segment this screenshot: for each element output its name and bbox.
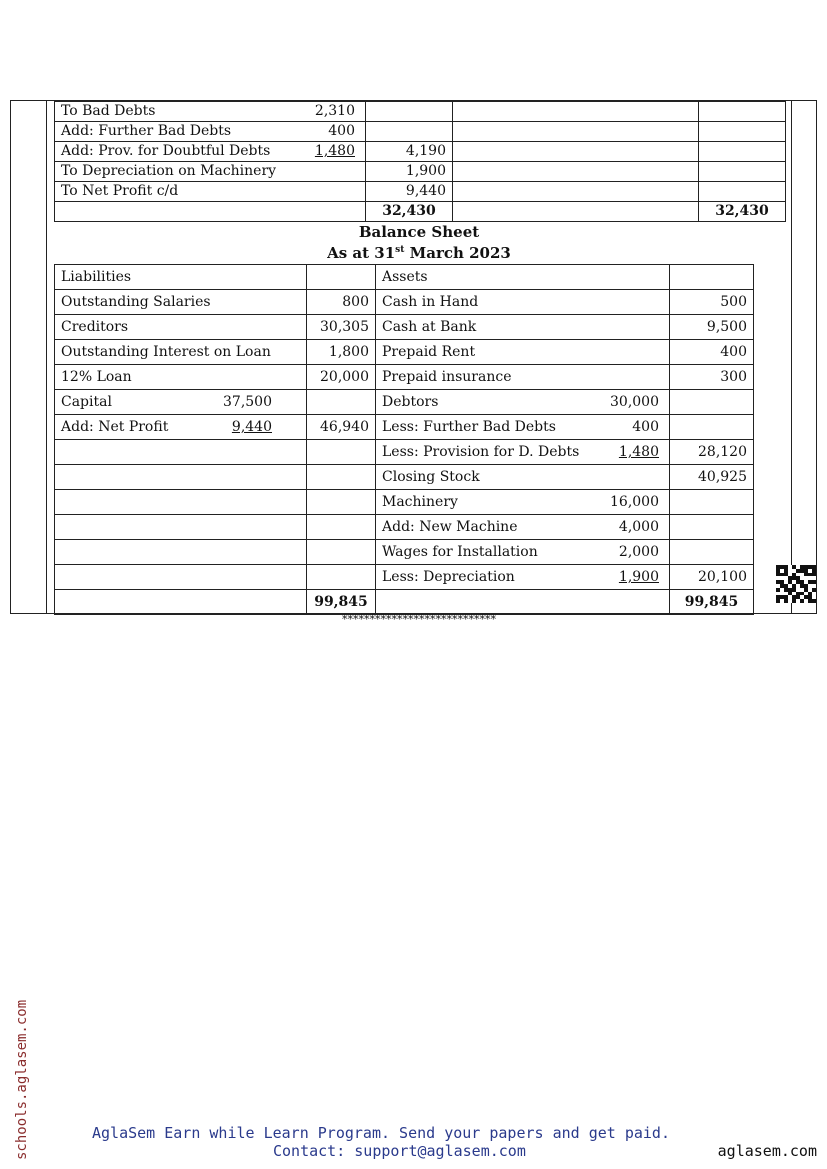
bs-total-label	[55, 590, 307, 615]
pl-amount	[366, 122, 453, 142]
liability-amount	[307, 440, 376, 465]
asset-label: Wages for Installation	[382, 544, 538, 560]
pl-row	[55, 102, 786, 122]
asset-sub-amount: 2,000	[618, 544, 659, 560]
liability-cell	[55, 440, 307, 465]
frame-inner-right-line	[791, 100, 792, 613]
bs-row	[55, 340, 754, 365]
asset-cell	[376, 340, 670, 365]
bs-row	[55, 365, 754, 390]
pl-particulars-cell	[55, 102, 366, 122]
asset-label: Add: New Machine	[382, 519, 518, 535]
bs-row	[55, 490, 754, 515]
pl-credit-particulars	[453, 102, 699, 122]
pl-credit-particulars	[453, 122, 699, 142]
liability-amount	[307, 465, 376, 490]
pl-total-spacer	[453, 202, 699, 222]
frame-right-line	[816, 100, 817, 613]
asset-sub-amount	[659, 340, 663, 364]
liability-cell	[55, 390, 307, 415]
pl-credit-particulars	[453, 182, 699, 202]
pl-total-label	[55, 202, 366, 222]
liability-cell	[55, 515, 307, 540]
profit-loss-table	[54, 101, 786, 222]
liability-cell	[55, 415, 307, 440]
pl-label: To Bad Debts	[61, 103, 156, 119]
asset-amount: 400	[670, 340, 754, 365]
asset-amount: 20,100	[670, 565, 754, 590]
frame-left-line	[10, 100, 11, 613]
bs-row	[55, 315, 754, 340]
asset-label: Prepaid Rent	[382, 344, 476, 360]
assets-amount-header	[670, 265, 754, 290]
asset-label: Cash at Bank	[382, 319, 477, 335]
pl-label: To Depreciation on Machinery	[61, 163, 277, 179]
liability-amount	[307, 490, 376, 515]
pl-sub-amount	[355, 162, 359, 181]
asset-sub-amount: 4,000	[618, 519, 659, 535]
asset-sub-amount: 1,480	[618, 444, 659, 460]
liability-amount: 20,000	[307, 365, 376, 390]
asset-cell	[376, 315, 670, 340]
bs-row	[55, 415, 754, 440]
end-marker: ****************************	[342, 613, 496, 626]
pl-particulars-cell	[55, 142, 366, 162]
asset-amount: 500	[670, 290, 754, 315]
bs-header-row	[55, 265, 754, 290]
asset-sub-amount	[659, 465, 663, 489]
liability-label: Creditors	[61, 319, 129, 335]
pl-credit-amount	[699, 162, 786, 182]
pl-total-credit: 32,430	[699, 202, 786, 222]
pl-sub-amount: 1,480	[314, 143, 355, 159]
liability-amount	[307, 540, 376, 565]
liability-cell	[55, 290, 307, 315]
bs-row	[55, 290, 754, 315]
asset-cell	[376, 415, 670, 440]
asset-amount: 40,925	[670, 465, 754, 490]
liability-cell	[55, 315, 307, 340]
pl-row	[55, 182, 786, 202]
pl-label: Add: Further Bad Debts	[61, 123, 232, 139]
assets-total: 99,845	[670, 590, 754, 615]
bs-row	[55, 440, 754, 465]
liability-cell	[55, 465, 307, 490]
asset-cell	[376, 365, 670, 390]
pl-total-row	[55, 202, 786, 222]
pl-sub-amount: 400	[328, 123, 355, 139]
pl-row	[55, 122, 786, 142]
footer-site-link[interactable]: aglasem.com	[717, 1142, 817, 1160]
asset-amount	[670, 515, 754, 540]
pl-particulars-cell	[55, 182, 366, 202]
liability-amount: 800	[307, 290, 376, 315]
asset-sub-amount	[659, 315, 663, 339]
asset-label: Prepaid insurance	[382, 369, 512, 385]
pl-label: To Net Profit c/d	[61, 183, 179, 199]
liability-amount: 1,800	[307, 340, 376, 365]
bs-row	[55, 515, 754, 540]
balance-sheet-title: Balance Sheet	[358, 223, 480, 241]
bs-row	[55, 465, 754, 490]
liability-label: Add: Net Profit	[61, 419, 169, 435]
liabilities-total: 99,845	[307, 590, 376, 615]
asset-sub-amount	[659, 365, 663, 389]
balance-sheet-table	[54, 264, 754, 615]
asset-amount: 9,500	[670, 315, 754, 340]
liability-amount	[307, 565, 376, 590]
asset-sub-amount: 400	[632, 419, 659, 435]
liability-cell	[55, 340, 307, 365]
asset-sub-amount: 16,000	[610, 494, 659, 510]
asset-cell	[376, 440, 670, 465]
asset-label: Less: Depreciation	[382, 569, 515, 585]
asset-cell	[376, 515, 670, 540]
pl-total-debit: 32,430	[366, 202, 453, 222]
frame-inner-left-line	[46, 100, 47, 613]
asset-amount	[670, 540, 754, 565]
pl-amount: 4,190	[366, 142, 453, 162]
qr-code-icon	[776, 565, 816, 603]
asset-label: Less: Provision for D. Debts	[382, 444, 580, 460]
asset-label: Closing Stock	[382, 469, 480, 485]
liability-amount: 46,940	[307, 415, 376, 440]
liability-sub-amount: 9,440	[231, 419, 272, 435]
liability-sub-amount	[272, 365, 300, 389]
asset-amount: 300	[670, 365, 754, 390]
bs-row	[55, 540, 754, 565]
liability-sub-amount	[272, 340, 300, 364]
asset-label: Debtors	[382, 394, 439, 410]
pl-particulars-cell	[55, 122, 366, 142]
asset-amount	[670, 390, 754, 415]
asset-cell	[376, 565, 670, 590]
asset-label: Machinery	[382, 494, 458, 510]
asset-cell	[376, 290, 670, 315]
asset-cell	[376, 540, 670, 565]
asset-sub-amount: 1,900	[618, 569, 659, 585]
asset-amount	[670, 415, 754, 440]
liability-label: 12% Loan	[61, 369, 132, 385]
pl-amount: 1,900	[366, 162, 453, 182]
asset-label: Cash in Hand	[382, 294, 479, 310]
liability-sub-amount: 37,500	[223, 394, 272, 410]
pl-credit-amount	[699, 102, 786, 122]
side-watermark: schools.aglasem.com	[14, 999, 30, 1160]
liability-label: Capital	[61, 394, 112, 410]
liability-label: Outstanding Interest on Loan	[61, 344, 271, 360]
pl-amount: 9,440	[366, 182, 453, 202]
pl-credit-particulars	[453, 162, 699, 182]
pl-credit-amount	[699, 142, 786, 162]
balance-sheet-date: As at 31st March 2023	[327, 244, 511, 262]
liability-label: Outstanding Salaries	[61, 294, 211, 310]
liability-cell	[55, 365, 307, 390]
bs-total-spacer	[376, 590, 670, 615]
asset-amount	[670, 490, 754, 515]
footer-program-text: AglaSem Earn while Learn Program. Send your papers and get paid.	[92, 1124, 670, 1142]
asset-sub-amount	[659, 290, 663, 314]
asset-cell	[376, 390, 670, 415]
pl-sub-amount	[355, 182, 359, 201]
pl-amount	[366, 102, 453, 122]
bs-row	[55, 565, 754, 590]
bs-row	[55, 390, 754, 415]
liability-sub-amount	[272, 315, 300, 339]
pl-row	[55, 142, 786, 162]
liability-cell	[55, 490, 307, 515]
assets-header: Assets	[376, 265, 670, 290]
liability-amount	[307, 515, 376, 540]
liabilities-amount-header	[307, 265, 376, 290]
footer-contact-text[interactable]: Contact: support@aglasem.com	[273, 1142, 526, 1160]
pl-row	[55, 162, 786, 182]
pl-label: Add: Prov. for Doubtful Debts	[61, 143, 271, 159]
asset-amount: 28,120	[670, 440, 754, 465]
asset-cell	[376, 490, 670, 515]
liability-cell	[55, 565, 307, 590]
asset-sub-amount: 30,000	[610, 394, 659, 410]
asset-label: Less: Further Bad Debts	[382, 419, 556, 435]
asset-cell	[376, 465, 670, 490]
pl-particulars-cell	[55, 162, 366, 182]
liabilities-header: Liabilities	[55, 265, 307, 290]
pl-sub-amount: 2,310	[314, 103, 355, 119]
liability-cell	[55, 540, 307, 565]
liability-sub-amount	[272, 290, 300, 314]
liability-amount: 30,305	[307, 315, 376, 340]
pl-credit-amount	[699, 182, 786, 202]
liability-amount	[307, 390, 376, 415]
pl-credit-particulars	[453, 142, 699, 162]
pl-credit-amount	[699, 122, 786, 142]
bs-total-row	[55, 590, 754, 615]
